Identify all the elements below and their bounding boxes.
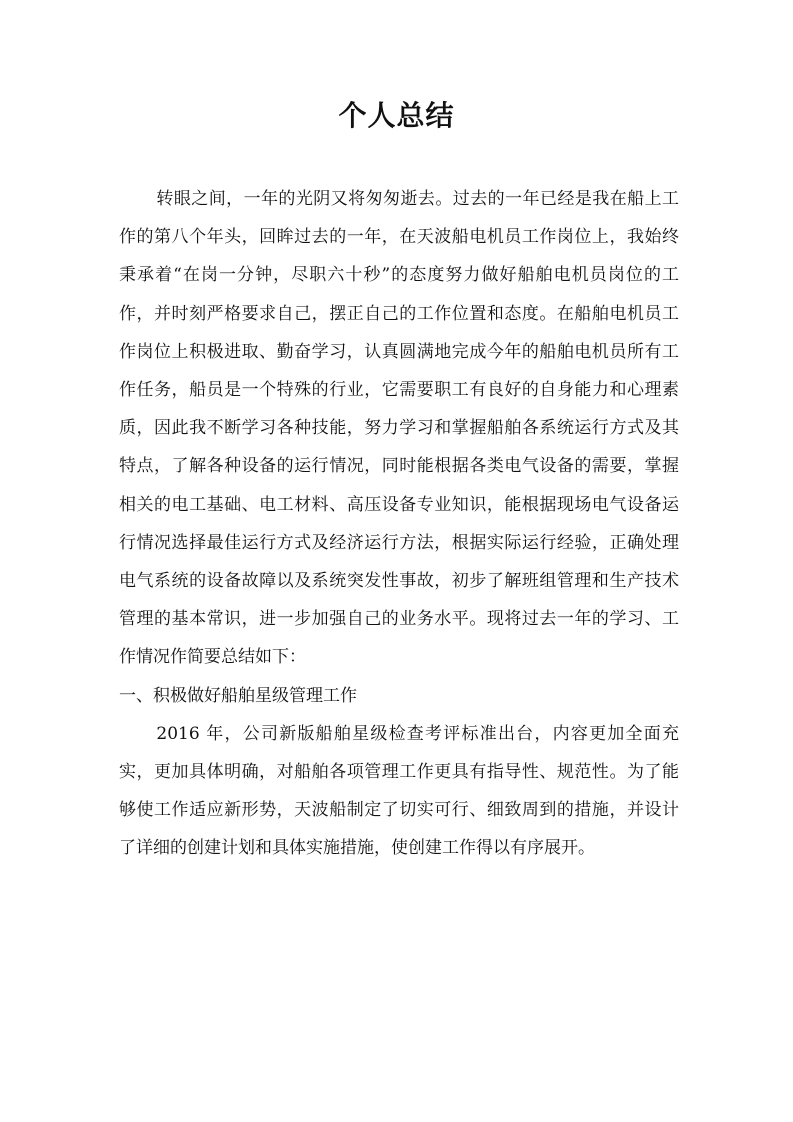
section-1-paragraph: 2016 年，公司新版船舶星级检查考评标准出台，内容更加全面充实，更加具体明确，对船舶各项管理工作更具有指导性、规范性。为了能够使工作适应新形势，天波船制定了切实可行、细致周到的措施，并设计了详细的创建计划和具体实施措施，使创建工作得以有序展开。 xyxy=(119,723,679,859)
section-heading-1: 一、积极做好船舶星级管理工作 xyxy=(119,685,357,706)
intro-paragraph: 转眼之间，一年的光阴又将匆匆逝去。过去的一年已经是我在船上工作的第八个年头，回眸过去的一年，在天波船电机员工作岗位上，我始终秉承着“在岗一分钟，尽职六十秒”的态度努力做好船舶电机员岗位的工作，并时刻严格要求自己，摆正自己的工作位置和态度。在船舶电机员工作岗位上积极进取、勤奋学习，认真圆满地完成今年的船舶电机员所有工作任务，船员是一个特殊的行业，它需要职工有良好的自身能力和心理素质，因此我不断学习各种技能，努力学习和掌握船舶各系统运行方式及其特点，了解各种设备的运行情况，同时能根据各类电气设备的需要，掌握相关的电工基础、电工材料、高压设备专业知识，能根据现场电气设备运行情况选择最佳运行方式及经济运行方法，根据实际运行经验，正确处理电气系统的设备故障以及系统突发性事故，初步了解班组管理和生产技术管理的基本常识，进一步加强自己的业务水平。现将过去一年的学习、工作情况作简要总结如下： xyxy=(119,189,679,668)
document-title: 个人总结 xyxy=(338,99,455,132)
document-body xyxy=(119,180,679,868)
